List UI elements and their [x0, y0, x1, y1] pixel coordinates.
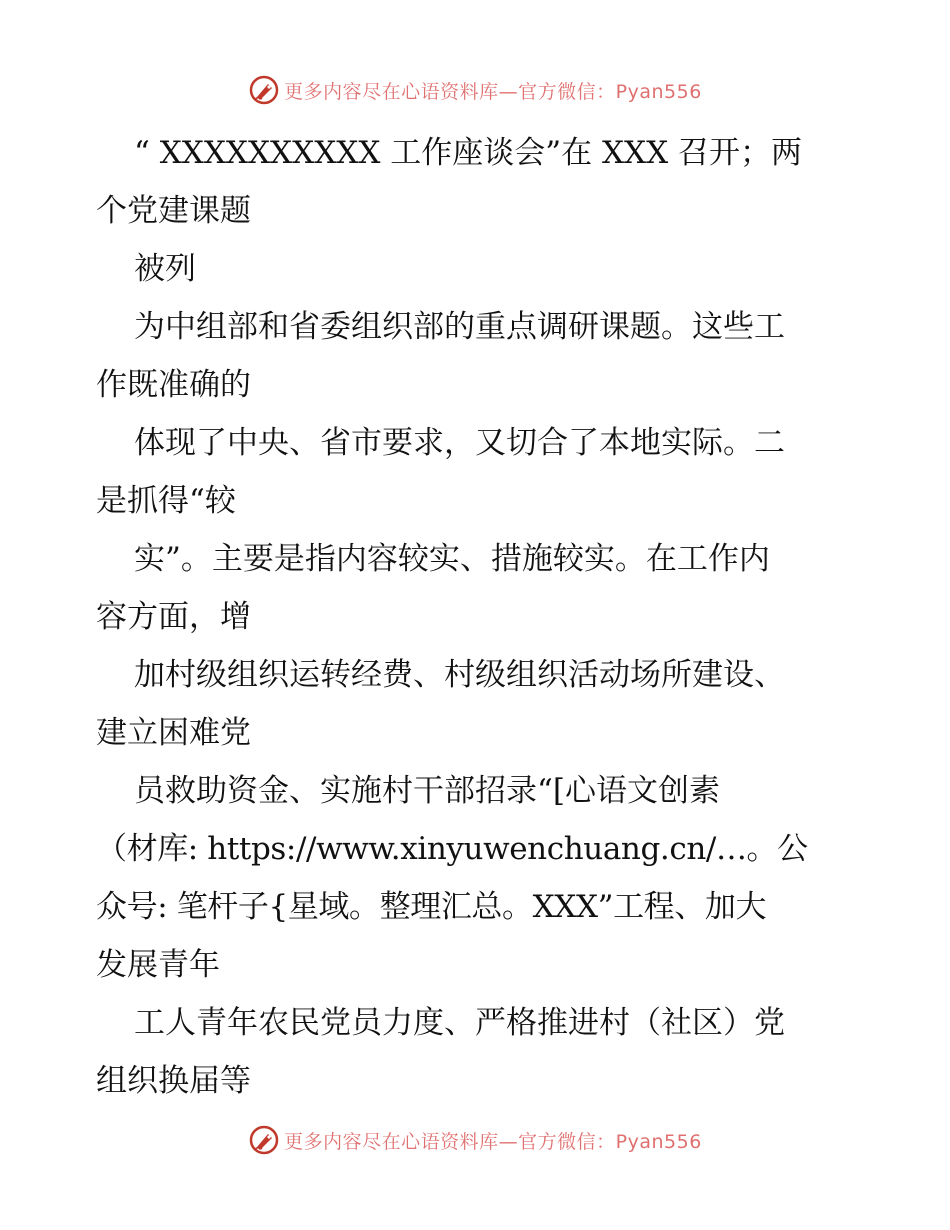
text-line: 发展青年: [96, 947, 220, 983]
text-line: 是抓得“较: [96, 483, 236, 519]
text-line: 建立困难党: [96, 715, 251, 751]
text-line: 工人青年农民党员力度、严格推进村（社区）党: [134, 1005, 785, 1041]
text-line: 容方面，增: [96, 599, 251, 635]
text-line: “ XXXXXXXXXX 工作座谈会”在 XXX 召开；两: [134, 135, 803, 171]
pen-nib-logo-icon: [248, 1124, 280, 1156]
pen-nib-logo-icon: [248, 74, 280, 106]
text-line: 被列: [134, 251, 196, 287]
text-line: 为中组部和省委组织部的重点调研课题。这些工: [134, 309, 785, 345]
text-line: 实”。主要是指内容较实、措施较实。在工作内: [134, 541, 770, 577]
text-line: （材库: https://www.xinyuwenchuang.cn/…。公: [96, 831, 808, 867]
text-line: 加村级组织运转经费、村级组织活动场所建设、: [134, 657, 785, 693]
footer-banner: [0, 1120, 950, 1160]
header-banner: [0, 70, 950, 110]
banner-text: 更多内容尽在心语资料库—官方微信：Pyan556: [284, 1130, 702, 1153]
text-line: 作既准确的: [96, 367, 251, 403]
banner-text: 更多内容尽在心语资料库—官方微信：Pyan556: [284, 80, 702, 103]
document-body: [96, 124, 856, 1110]
text-line: 众号: 笔杆子{星域。整理汇总。XXX”工程、加大: [96, 889, 767, 925]
text-line: 员救助资金、实施村干部招录“[心语文创素: [134, 773, 720, 809]
text-line: 体现了中央、省市要求，又切合了本地实际。二: [134, 425, 785, 461]
text-line: 组织换届等: [96, 1063, 251, 1099]
text-line: 个党建课题: [96, 193, 251, 229]
